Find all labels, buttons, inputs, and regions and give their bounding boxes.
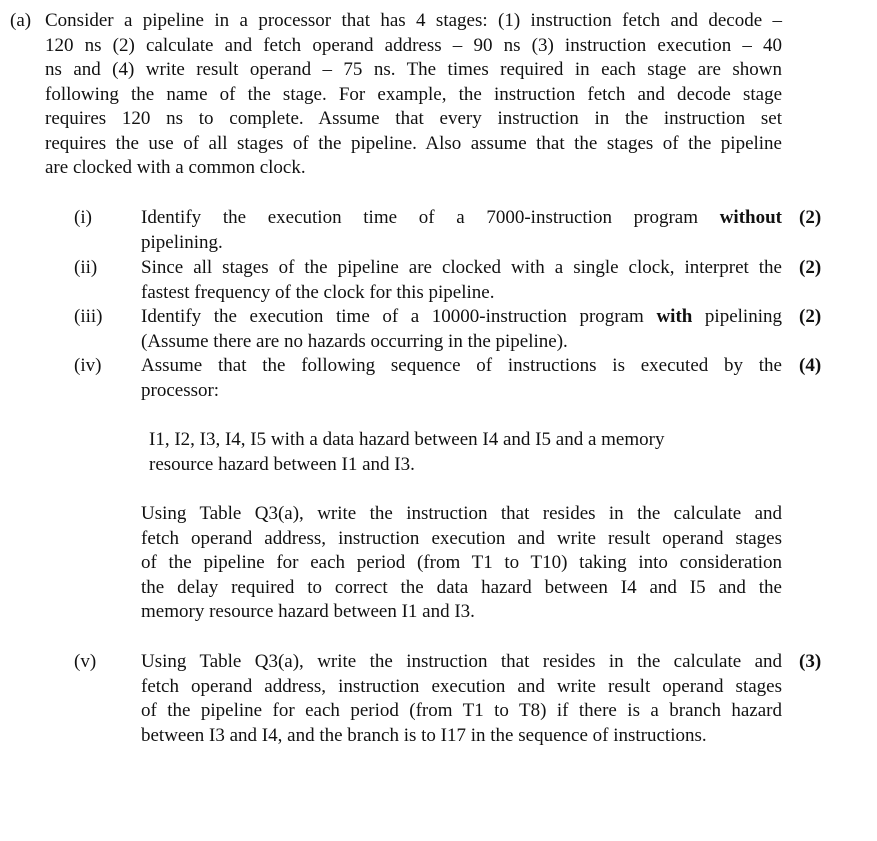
instruction-sequence bbox=[149, 428, 749, 477]
question-label: (a) bbox=[10, 10, 32, 31]
marks-label: (2) bbox=[799, 207, 822, 228]
line-text: Identify the execution time of a 7000-instruction program bbox=[141, 207, 720, 228]
sub-question-text bbox=[141, 206, 782, 255]
paragraph-line: memory resource hazard between I1 and I3. bbox=[141, 601, 475, 622]
intro-line: are clocked with a common clock. bbox=[45, 157, 306, 178]
intro-line: 120 ns (2) calculate and fetch operand address – 90 ns (3) instruction execution – 40 bbox=[45, 34, 782, 56]
marks-label: (2) bbox=[799, 306, 822, 327]
paragraph-line: between I3 and I4, and the branch is to I17 in the sequence of instructions. bbox=[141, 724, 707, 746]
intro-line: following the name of the stage. For example, the instruction fetch and decode stage bbox=[45, 83, 782, 105]
emphasis-text: without bbox=[719, 207, 782, 228]
sub-question-iv-instructions bbox=[141, 502, 782, 625]
sub-question-text bbox=[141, 650, 782, 748]
sub-question-number: (iv) bbox=[74, 355, 102, 376]
intro-line: Consider a pipeline in a processor that has 4 stages: (1) instruction fetch and decode – bbox=[45, 10, 782, 31]
intro-line: requires 120 ns to complete. Assume that every instruction in the instruction set bbox=[45, 108, 782, 129]
sub-question-number: (iii) bbox=[74, 306, 103, 327]
line-text: pipelining bbox=[692, 306, 782, 327]
marks-label: (4) bbox=[799, 355, 822, 376]
sub-question-line: Assume that the following sequence of instructions is executed by the bbox=[141, 355, 782, 376]
marks-label: (3) bbox=[799, 651, 822, 672]
sub-question-line: processor: bbox=[141, 379, 220, 401]
line-text: Identify the execution time of a 10000-instruction program bbox=[141, 306, 657, 327]
question-intro bbox=[10, 9, 782, 181]
intro-line: requires the use of all stages of the pipeline. Also assume that the stages of the pipeline bbox=[45, 132, 782, 154]
marks-label: (2) bbox=[799, 257, 822, 278]
sub-question-text bbox=[141, 256, 782, 305]
sub-question-text bbox=[141, 305, 782, 354]
sub-question-number: (i) bbox=[74, 207, 92, 228]
sequence-line: I1, I2, I3, I4, I5 with a data hazard between I4 and I5 and a memory bbox=[149, 429, 665, 450]
sub-question-line bbox=[141, 206, 782, 231]
paragraph-line: of the pipeline for each period (from T1 to T8) if there is a branch hazard bbox=[141, 700, 782, 721]
emphasis-text: with bbox=[656, 306, 693, 327]
sub-question-number: (ii) bbox=[74, 257, 98, 278]
sub-question-text bbox=[141, 354, 782, 403]
question-intro-text bbox=[45, 9, 782, 181]
sequence-line: resource hazard between I1 and I3. bbox=[149, 453, 415, 475]
sub-question-number: (v) bbox=[74, 651, 97, 672]
paragraph-line: fetch operand address, instruction execution and write result operand stages bbox=[141, 675, 782, 697]
sub-question-line: pipelining. bbox=[141, 231, 223, 253]
paragraph-line: fetch operand address, instruction execution and write result operand stages bbox=[141, 527, 782, 549]
sub-question-line bbox=[141, 305, 782, 330]
paragraph-line: the delay required to correct the data hazard between I4 and I5 and the bbox=[141, 576, 782, 598]
paragraph-line: Using Table Q3(a), write the instruction that resides in the calculate and bbox=[141, 651, 782, 672]
paragraph-line: of the pipeline for each period (from T1 to T10) taking into consideration bbox=[141, 552, 782, 573]
paragraph-line: Using Table Q3(a), write the instruction that resides in the calculate and bbox=[141, 503, 782, 524]
sub-question-line: fastest frequency of the clock for this pipeline. bbox=[141, 281, 495, 303]
sub-question-line: (Assume there are no hazards occurring in the pipeline). bbox=[141, 330, 568, 352]
intro-line: ns and (4) write result operand – 75 ns. The times required in each stage are shown bbox=[45, 59, 782, 80]
sub-question-line: Since all stages of the pipeline are clocked with a single clock, interpret the bbox=[141, 257, 782, 278]
